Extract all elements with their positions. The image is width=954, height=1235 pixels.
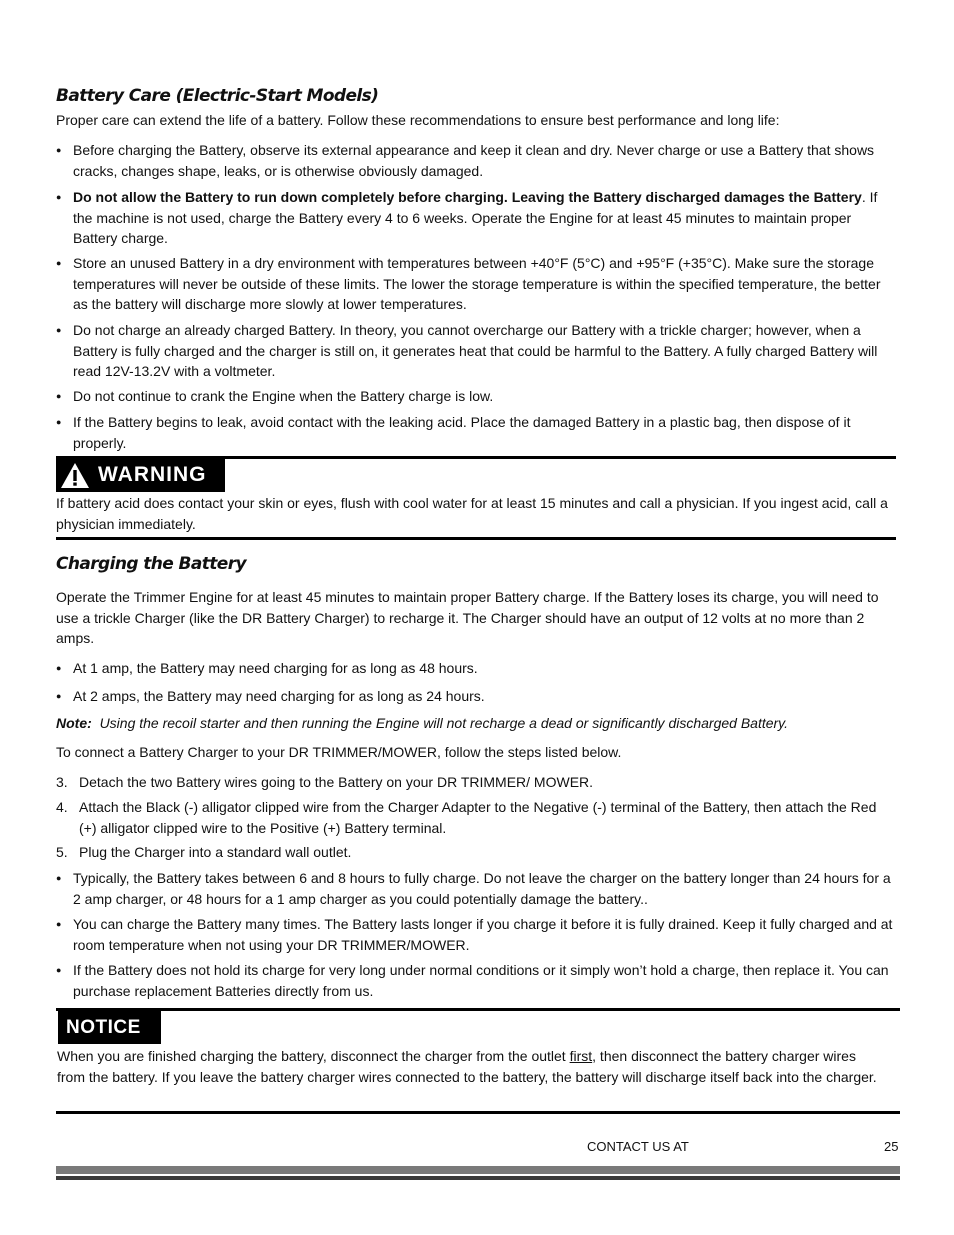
footer-contact: CONTACT US AT [587, 1139, 689, 1154]
list-item: ● Store an unused Battery in a dry environment with temperatures between +40°F (5°C) and +95°F (+35°C). Make sure the storage temperatures will never be outside of these limits. The lower the storage temperature is within the specified temperature, the better as the battery will discharge more slowly at lower temperatures. [56, 253, 896, 315]
warning-label: WARNING [98, 463, 207, 486]
notice-top-rule [56, 1008, 900, 1011]
charging-list [56, 868, 896, 909]
notice-label-box [58, 1011, 161, 1044]
list-item: ● If the Battery does not hold its charge for very long under normal conditions or it simply won’t hold a charge, then replace it. You can purchase replacement Batteries directly from us. [56, 960, 896, 1001]
list-item: ● Do not allow the Battery to run down completely before charging. Leaving the Battery discharged damages the Battery. If the machine is not used, charge the Battery every 4 to 6 weeks. Operate the Engine for at least 45 minutes to maintain proper Battery charge. [56, 187, 896, 249]
footer-bar [56, 1166, 900, 1174]
list-item: ● At 2 amps, the Battery may need charging for as long as 24 hours. [56, 686, 896, 707]
battery-care-list [56, 386, 896, 407]
battery-care-heading: Battery Care (Electric-Start Models) [56, 86, 379, 106]
note-text: Using the recoil starter and then running the Engine will not recharge a dead or significantly discharged Battery. [99, 715, 789, 731]
battery-care-intro: Proper care can extend the life of a battery. Follow these recommendations to ensure best performance and long life: [56, 112, 780, 128]
battery-care-list [56, 187, 896, 249]
list-item: ● Typically, the Battery takes between 6 and 8 hours to fully charge. Do not leave the charger on the battery longer than 24 hours for a 2 amp charger, or 48 hours for a 1 amp charger as you could potentially damage the battery.. [56, 868, 896, 909]
notice-label: NOTICE [66, 1017, 141, 1038]
step-item: 4. Attach the Black (-) alligator clipped wire from the Charger Adapter to the Negative (-) terminal of the Battery, then attach the Red (+) alligator clipped wire to the Positive (+) Battery terminal. [56, 799, 877, 836]
connect-intro: To connect a Battery Charger to your DR TRIMMER/MOWER, follow the steps listed below. [56, 744, 622, 760]
notice-bottom-rule [56, 1111, 900, 1114]
notice-text: When you are finished charging the battery, disconnect the charger from the outlet first, then disconnect the battery charger wires from the battery. If you leave the battery charger wires connected to the battery, the battery will discharge itself back into the charger. [57, 1048, 877, 1085]
charging-list [56, 658, 896, 679]
charging-list [56, 914, 896, 955]
list-item: ● At 1 amp, the Battery may need charging for as long as 48 hours. [56, 658, 896, 679]
charging-note [56, 713, 896, 734]
warning-text: If battery acid does contact your skin or eyes, flush with cool water for at least 15 minutes and call a physician. If you ingest acid, call a physician immediately. [56, 495, 888, 532]
list-item: ● You can charge the Battery many times. The Battery lasts longer if you charge it before it is fully drained. Keep it fully charged and at room temperature when not using your DR TRIMMER/MOWER. [56, 914, 896, 955]
list-item: ● Before charging the Battery, observe its external appearance and keep it clean and dry. Never charge or use a Battery that shows cracks, changes shape, leaks, or is otherwise obviously damaged. [56, 140, 896, 181]
battery-care-list [56, 140, 896, 181]
battery-care-list [56, 412, 896, 453]
charging-list [56, 686, 896, 707]
list-item: ● If the Battery begins to leak, avoid contact with the leaking acid. Place the damaged Battery in a plastic bag, then dispose of it properly. [56, 412, 896, 453]
bold-warning-text: Do not allow the Battery to run down completely before charging. Leaving the Battery discharged damages the Battery [73, 189, 862, 205]
warning-bottom-rule [56, 537, 896, 540]
warning-triangle-icon [60, 462, 90, 489]
charging-heading: Charging the Battery [56, 554, 246, 574]
step-item: 5. Plug the Charger into a standard wall outlet. [56, 844, 352, 860]
battery-care-section [56, 86, 896, 131]
note-label: Note: [56, 715, 92, 731]
step-item: 3. Detach the two Battery wires going to the Battery on your DR TRIMMER/ MOWER. [56, 774, 594, 790]
page-number: 25 [884, 1139, 899, 1154]
battery-care-list [56, 253, 896, 315]
footer-bar-shadow [56, 1176, 900, 1180]
list-item: ● Do not continue to crank the Engine when the Battery charge is low. [56, 386, 896, 407]
step-list [56, 772, 896, 793]
step-list [56, 797, 896, 838]
list-item: ● Do not charge an already charged Battery. In theory, you cannot overcharge our Battery with a trickle charger; however, when a Battery is fully charged and the charger is still on, it generates heat that could be harmful to the Battery. A fully charged Battery will read 12V-13.2V with a voltmeter. [56, 320, 896, 382]
charging-intro: Operate the Trimmer Engine for at least 45 minutes to maintain proper Battery charge. If the Battery loses its charge, you will need to use a trickle Charger (like the DR Battery Charger) to recharge it. The Charger should have an output of 12 volts at no more than 2 amps. [56, 589, 879, 646]
step-list [56, 842, 896, 863]
emphasis-first: first [569, 1048, 593, 1064]
battery-care-list [56, 320, 896, 382]
charging-list [56, 960, 896, 1001]
warning-label-box [56, 458, 225, 492]
